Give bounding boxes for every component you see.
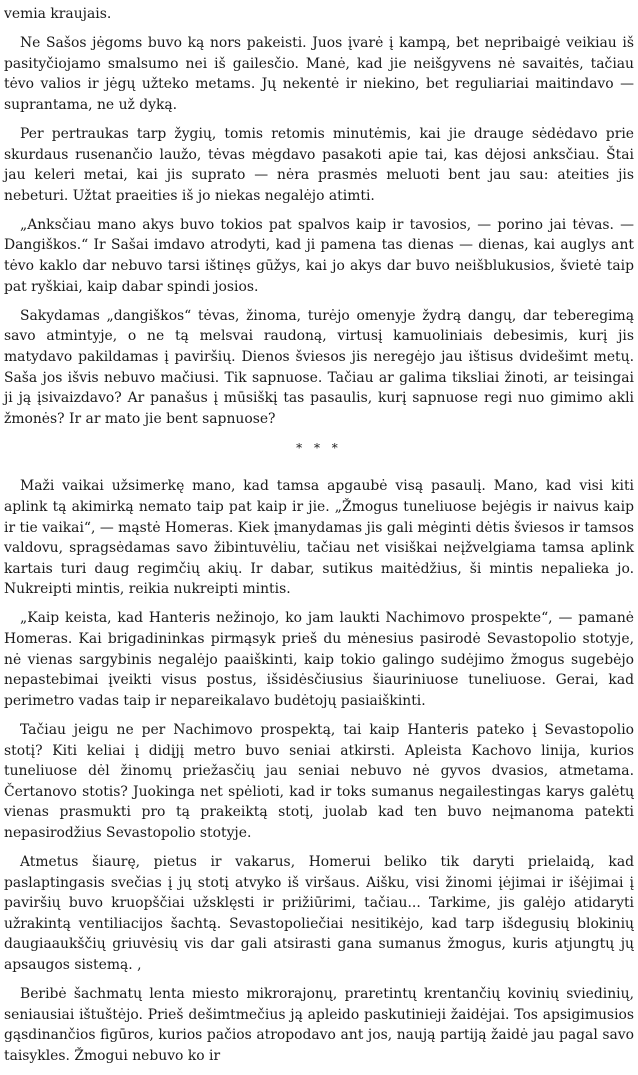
paragraph: Sakydamas „dangiškos“ tėvas, žinoma, turėjo omenyje žydrą dangų, dar teberegimą savo atmintyje, o ne tą melsvai raudoną, virtusį kamuoliniais debesimis, kurį jis matydavo pakildamas į paviršių. Dienos šviesos jis neregėjo jau ištisus dvidešimt metų. Saša jos išvis nebuvo mačiusi. Tik sapnuose. Tačiau ar galima tiksliai žinoti, ar teisingai ji ją įsivaizdavo? Ar panašus į mūsiškį tas pasaulis, kurį sapnuose regi nuo gimimo akli žmonės? Ir ar mato jie bent sapnuose? (4, 307, 634, 427)
section-separator: * * * (296, 440, 342, 455)
paragraph: Beribė šachmatų lenta miesto mikrorajonų, praretintų krentančių kovinių sviedinių, seniausiai ištuštėjo. Prieš dešimtmečius ją apleido paskutinieji žaidėjai. Tos apsigimusios gąsdinančios figūros, kurios pačios atropodavo ant jos, naują partiją žaidė jau pagal savo taisykles. Žmogui nebuvo ko ir (4, 986, 634, 1064)
paragraph-continuation: vemia kraujais. (4, 6, 112, 22)
paragraph: „Anksčiau mano akys buvo tokios pat spalvos kaip ir tavosios, — porino jai tėvas. — Dangiškos.“ Ir Sašai imdavo atrodyti, kad ji pamena tas dienas — dienas, kai auglys ant tėvo kaklo dar nebuvo tarsi ištinęs gūžys, kai jo akys dar buvo neišblukusios, švietė taip pat ryškiai, kaip dabar spindi josios. (4, 216, 634, 295)
paragraph: Atmetus šiaurę, pietus ir vakarus, Homerui beliko tik daryti prielaidą, kad paslaptingasis svečias į jų stotį atvyko iš viršaus. Aišku, visi žinomi įėjimai ir išėjimai į paviršių buvo kruopščiai užsklęsti ir prižiūrimi, tačiau... Tarkime, jis galėjo atidaryti užrakintą ventiliacijos šachtą. Sevastopoliečiai nesitikėjo, kad tarp išdegusių blokinių daugiaaukščių griuvėsių vis dar gali atsirasti gana sumanus žmogus, kuris atjungtų jų apsaugos sistemą. , (4, 853, 634, 973)
paragraph: „Kaip keista, kad Hanteris nežinojo, ko jam laukti Nachimovo prospekte“, — pamanė Homeras. Kai brigadininkas pirmąsyk prieš du mėnesius pasirodė Sevastopolio stotyje, nė vienas sargybinis negalėjo paaiškinti, kaip tokio galingo sudėjimo žmogus sugebėjo nepastebimai įveikti visus postus, išsidėsčiusius šiauriniuose tuneliuose. Gerai, kad perimetro vadas taip ir nepareikalavo budėtojų pasiaiškinti. (4, 610, 634, 709)
paragraph: Per pertraukas tarp žygių, tomis retomis minutėmis, kai jie drauge sėdėdavo prie skurdaus rusenančio laužo, tėvas mėgdavo pasakoti apie tai, kas dėjosi anksčiau. Štai jau keleri metai, kai jis suprato — nėra prasmės meluoti bent jau sau: ateities jis nebeturi. Užtat praeities iš jo niekas negalėjo atimti. (4, 125, 634, 204)
paragraph: Tačiau jeigu ne per Nachimovo prospektą, tai kaip Hanteris pateko į Sevastopolio stotį? Kiti keliai į didįjį metro buvo seniai atkirsti. Apleista Kachovo linija, kurios tuneliuose dėl žinomų priežasčių jau seniai nebuvo nė gyvos dvasios, atmetama. Čertanovo stotis? Juokinga net spėlioti, kad ir toks sumanus negailestingas karys galėtų vienas prasmukti pro tą prakeiktą stotį, juolab kad ten buvo neįmanoma patekti nepasirodžius Sevastopolio stotyje. (4, 721, 634, 841)
paragraph: Maži vaikai užsimerkę mano, kad tamsa apgaubė visą pasaulį. Mano, kad visi kiti aplink tą akimirką nemato taip pat kaip ir jie. „Žmogus tuneliuose bejėgis ir naivus kaip ir tie vaikai“, — mąstė Homeras. Kiek įmanydamas jis gali mėginti dėtis šviesos ir tamsos valdovu, spragsėdamas savo žibintuvėliu, tačiau net visiškai neįžvelgiama tamsa aplink kartais turi daug regimčių akių. Ir dabar, sutikus maitėdžius, ši mintis nepalieka jo. Nukreipti mintis, reikia nukreipti mintis. (4, 478, 634, 598)
paragraph: Ne Sašos jėgoms buvo ką nors pakeisti. Juos įvarė į kampą, bet nepribaigė veikiau iš pasityčiojamo smalsumo nei iš gailesčio. Manė, kad jie neišgyvens nė savaitės, tačiau tėvo valios ir jėgų užteko metams. Jų nekentė ir niekino, bet reguliariai maitindavo — suprantama, ne už dyką. (4, 35, 634, 113)
document-page (4, 4, 634, 1075)
